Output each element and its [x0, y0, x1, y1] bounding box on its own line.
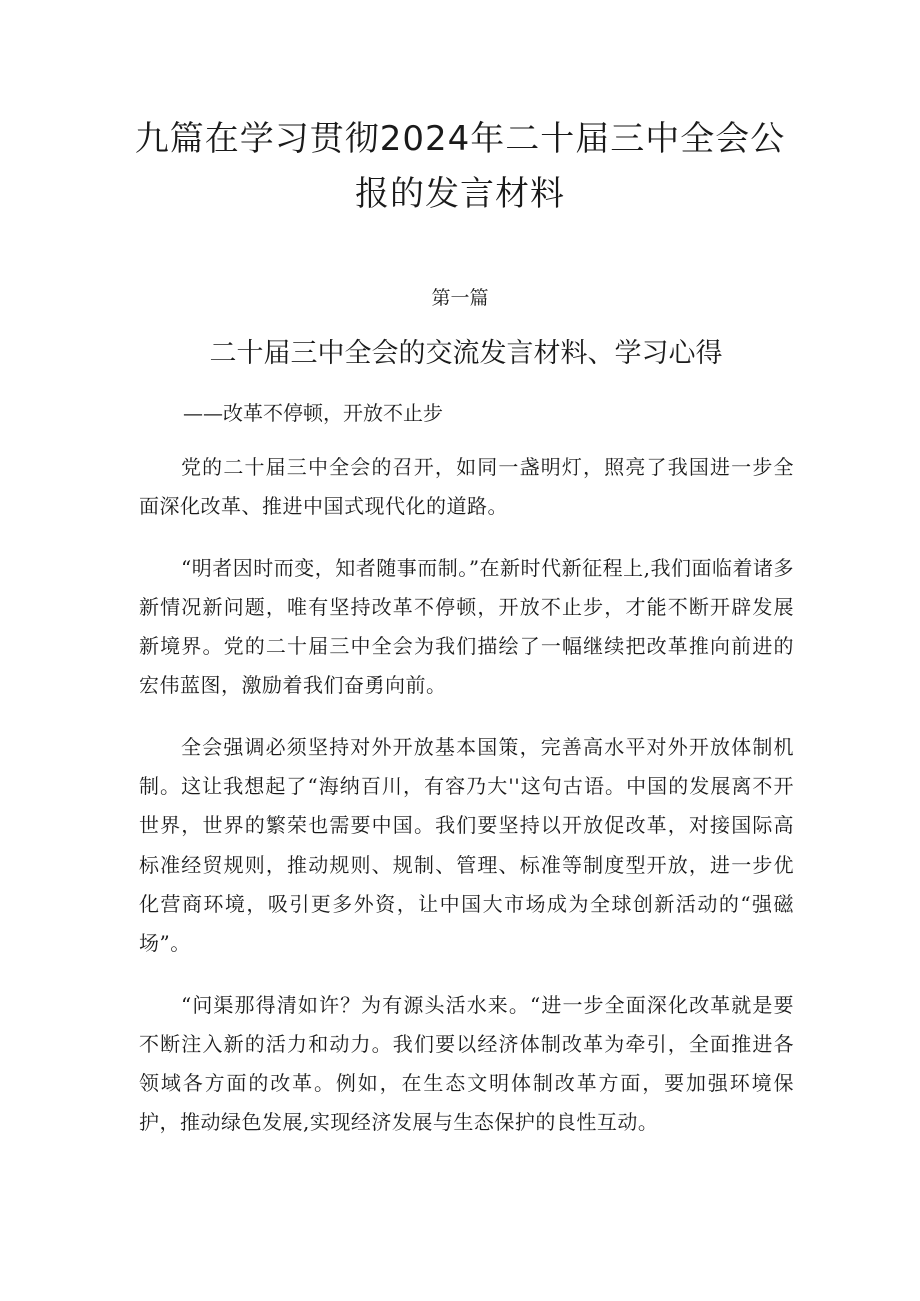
section-subtitle: ——改革不停顿，开放不止步 — [183, 401, 443, 425]
document-title — [120, 112, 800, 222]
paragraph: 全会强调必须坚持对外开放基本国策，完善高水平对外开放体制机制。这让我想起了“海纳百川，有容乃大''这句古语。中国的发展离不开世界，世界的繁荣也需要中国。我们要坚持以开放促改革，对接国际高标准经贸规则，推动规则、规制、管理、标准等制度型开放，进一步优化营商环境，吸引更多外资，让中国大市场成为全球创新活动的“强磁场”。 — [139, 734, 794, 956]
document-title-line-1: 九篇在学习贯彻2024年二十届三中全会公 — [134, 119, 786, 159]
paragraph: 党的二十届三中全会的召开，如同一盏明灯，照亮了我国进一步全面深化改革、推进中国式现代化的道路。 — [139, 455, 794, 519]
part-label: 第一篇 — [431, 287, 489, 309]
document-body — [139, 448, 794, 1165]
paragraph: “明者因时而变，知者随事而制。”在新时代新征程上,我们面临着诸多新情况新问题，唯有坚持改革不停顿，开放不止步，才能不断开辟发展新境界。党的二十届三中全会为我们描绘了一幅继续把改革推向前进的宏伟蓝图，激励着我们奋勇向前。 — [139, 555, 794, 698]
document-title-line-2: 报的发言材料 — [355, 174, 565, 214]
paragraph: “问渠那得清如许？为有源头活水来。“进一步全面深化改革就是要不断注入新的活力和动力。我们要以经济体制改革为牵引，全面推进各领域各方面的改革。例如，在生态文明体制改革方面，要加强环境保护，推动绿色发展,实现经济发展与生态保护的良性互动。 — [139, 992, 794, 1135]
section-title: 二十届三中全会的交流发言材料、学习心得 — [209, 338, 723, 369]
